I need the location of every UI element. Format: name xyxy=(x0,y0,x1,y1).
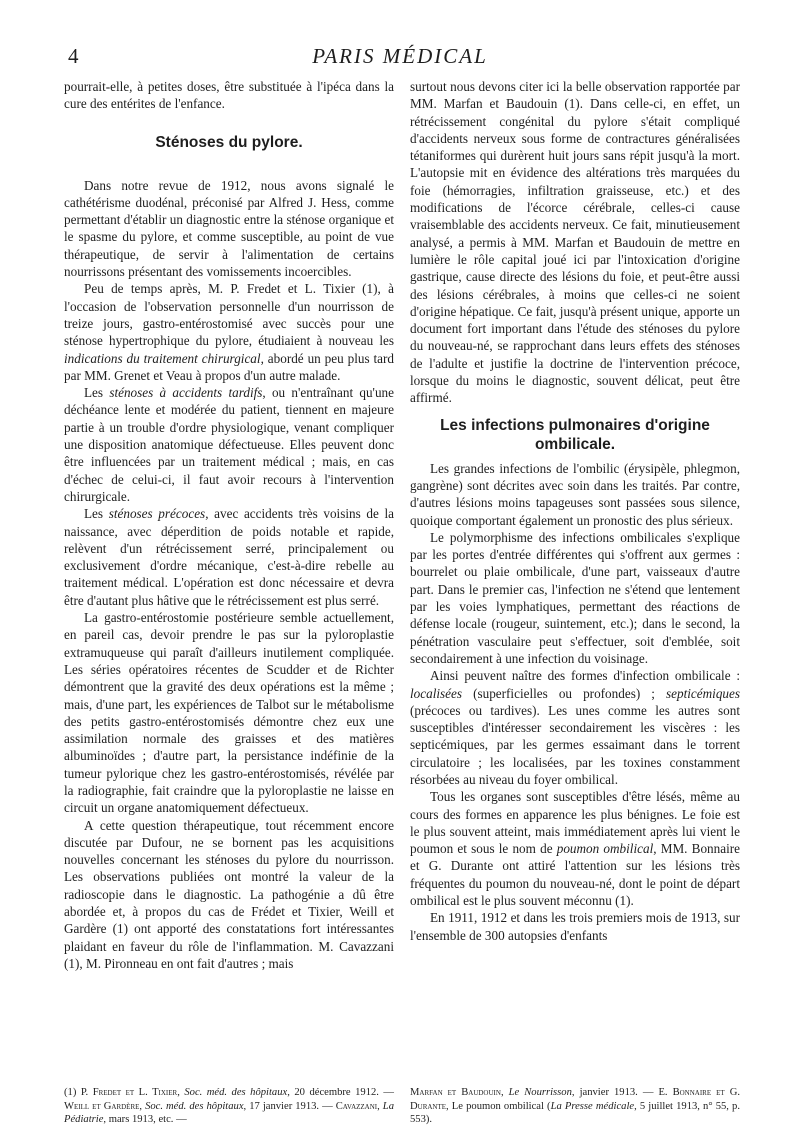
emphasis-text: sténoses à accidents tardifs xyxy=(109,385,263,401)
paragraph xyxy=(64,505,394,609)
text-run: , xyxy=(177,1087,185,1098)
paragraph: La gastro-entérostomie postérieure semble actuellement, en pareil cas, devoir prendre le pas sur la pyloroplastie extramuqueuse qui paraît d'ailleurs inutilement compliquée. Les séries opératoires récentes de Scudder et de Richter démontrent que la gravité des deux opérations est la même ; mais, d'une part, les expériences de Talbot sur le métabolisme des petits gastro-entérostomisés démontre chez eux une assimilation normale des graisses et des matières albuminoïdes ; d'autre part, la persistance indéfinie de la tumeur pylorique chez les gastro-entérostomisés, révélée par la radiographie, fait craindre que la pyloroplastie ne laisse en circuit un organe anatomiquement défectueux. xyxy=(64,610,394,816)
text-run: , Le poumon ombilical ( xyxy=(446,1100,551,1112)
right-column xyxy=(410,78,740,944)
paragraph: Les grandes infections de l'ombilic (érysipèle, phlegmon, gangrène) sont décrites avec soin dans les traités. Par contre, d'autres lésions moins tapageuses sont passées sous silence, quoique comportant également un pronostic des plus sérieux. xyxy=(410,460,740,528)
text-run: (1) xyxy=(64,1087,81,1098)
text-run: , avec accidents très voisins de la naissance, avec déperdition de poids notable et rapide, relèvent d'un rétrécissement serré, principalement ou exclusivement d'ordre mécanique, c'est-à-dire rebelle au traitement médical. L'opération est donc nécessaire et devra être d'autant plus hâtive que le rétrécissement est plus serré. xyxy=(64,506,395,608)
publication-name: La Pédiatrie xyxy=(64,1100,394,1125)
emphasis-text: indications du traitement chirurgical xyxy=(64,350,261,366)
text-run: (superficielles ou profondes) ; xyxy=(462,685,667,701)
section-heading-infections: Les infections pulmonaires d'origine ombilicale. xyxy=(440,416,710,453)
page-number: 4 xyxy=(68,44,79,68)
text-run: , ou n'entraînant qu'une déchéance lente et modérée du patient, tiennent en majeure partie à un trouble d'ordre physiologique, venant compliquer une disposition anatomique défectueuse. Elles peuvent donc être influencées par un traitement médical ; mais, en cas d'échec de celui-ci, il faut avoir recours à l'intervention chirurgicale. xyxy=(64,385,394,504)
paragraph xyxy=(410,667,740,788)
paragraph: surtout nous devons citer ici la belle observation rapportée par MM. Marfan et Baudouin (1). Dans celle-ci, en effet, un rétrécissement congénital du pylore s'était compliqué d'accidents nerveux sous forme de contractures généralisées tétaniformes qui durèrent huit jours sans répit jusqu'à la mort. L'autopsie mit en évidence des altérations très marquées du foie (hémorragies, infiltration graisseuse, etc.) et des modifications de l'écorce cérébrale, celles-ci cause vraisemblable des accidents nerveux. Ce fait, minutieusement analysé, a permis à MM. Marfan et Baudouin de mettre en lumière le rôle capital joué ici par l'intoxication d'origine gastrique, cause directe des lésions du foie, et peut-être aussi des lésions cérébrales, à moins que celles-ci ne soient d'origine hépatique. Ce fait, jusqu'à présent unique, apporte un document fort important dans l'étude des sténoses du pylore du nouveau-né, se rapprochant dans leurs effets des sténoses de l'adulte et justifie la doctrine de l'intervention précoce, lorsque du moins le diagnostic, souvent délicat, peut être affirmé. xyxy=(410,79,740,406)
text-run: , 20 décembre 1912. — xyxy=(287,1087,395,1098)
emphasis-text: poumon ombilical xyxy=(556,841,654,857)
footnote-right xyxy=(410,1086,740,1127)
paragraph: En 1911, 1912 et dans les trois premiers mois de 1913, sur l'ensemble de 300 autopsies d'enfants xyxy=(410,910,740,943)
paragraph: pourrait-elle, à petites doses, être substituée à l'ipéca dans la cure des entérites de l'enfance. xyxy=(64,79,394,112)
paragraph xyxy=(410,788,740,909)
publication-name: Soc. méd. des hôpitaux xyxy=(184,1087,288,1098)
footnote-text xyxy=(64,1086,394,1127)
text-run: , 17 janvier 1913. — xyxy=(243,1100,336,1112)
text-run: , xyxy=(500,1087,509,1098)
paragraph: Dans notre revue de 1912, nous avons signalé le cathétérisme duodénal, préconisé par Alfred J. Hess, comme permettant d'établir un diagnostic entre la sténose organique et le spasme du pylore, et comme susceptible, au point de vue thérapeutique, de servir à l'alimentation de certains nourrissons présentant des vomissements incoercibles. xyxy=(64,177,394,280)
text-run: , abordé un peu plus tard par MM. Grenet et Veau à propos d'un autre malade. xyxy=(64,350,394,383)
paragraph xyxy=(64,384,394,505)
text-run: , MM. Bonnaire et G. Durante ont attiré l'attention sur les lésions très fréquentes du poumon du nouveau-né, dont le point de départ ombilical est le plus souvent méconnu (1). xyxy=(410,841,740,909)
left-column xyxy=(64,78,394,972)
text-run: , xyxy=(139,1100,146,1112)
journal-title: PARIS MÉDICAL xyxy=(312,44,488,68)
text-run: , mars 1913, etc. — xyxy=(103,1114,187,1125)
footnote-text xyxy=(410,1086,740,1127)
paragraph xyxy=(64,280,394,384)
text-run: Les xyxy=(84,506,109,522)
emphasis-text: localisées xyxy=(410,685,463,701)
author-name: P. Fredet et L. Tixier xyxy=(80,1087,178,1098)
paragraph: Le polymorphisme des infections ombilicales s'explique par les portes d'entrée différentes qui s'offrent aux germes : bourrelet ou plaie ombilicale, d'une part, vaisseaux d'autre part. Dans le premier cas, l'infection ne s'étend que lentement par les voies lymphatiques, permettant des réactions de défense locale (rougeur, suintement, etc.); dans le second, la pénétration vasculaire peut s'effectuer, soit d'emblée, soit secondairement à une infection du voisinage. xyxy=(410,529,740,666)
text-run: , xyxy=(377,1100,383,1112)
text-run: , janvier 1913. — xyxy=(571,1087,659,1098)
text-run: Les xyxy=(84,385,110,401)
paragraph: A cette question thérapeutique, tout récemment encore discutée par Dufour, ne se bornent pas les acquisitions nouvelles concernant les sténoses du pylore du nourrisson. Les observations publiées ont montré la valeur de la radioscopie dans le diagnostic. La pathogénie a dû être abordée et, à propos du cas de Frédet et Tixier, Weill et Gardère (1) ont apporté des constatations fort intéressantes plaidant en faveur du rôle de l'inflammation. M. Cavazzani (1), M. Pironneau en ont fait d'autres ; mais xyxy=(64,817,394,971)
text-run: , 5 juillet 1913, n° 55, p. 553). xyxy=(410,1100,741,1125)
section-heading-pylore: Sténoses du pylore. xyxy=(155,133,303,151)
publication-name: Soc. méd. des hôpitaux xyxy=(145,1100,244,1112)
text-run: Tous les organes sont susceptibles d'être lésés, même au cours des formes en apparence les plus bénignes. Le foie est le plus souvent atteint, mais immédiatement après lui vient le poumon et sous le nom de xyxy=(410,789,740,857)
author-name: Cavazzani xyxy=(335,1100,378,1112)
publication-name: La Presse médicale xyxy=(550,1100,635,1112)
author-name: E. Bonnaire et G. Durante xyxy=(410,1087,740,1112)
publication-name: Le Nourrisson xyxy=(508,1087,572,1098)
text-run: Ainsi peuvent naître des formes d'infection ombilicale : xyxy=(430,668,740,684)
author-name: Marfan et Baudouin xyxy=(410,1087,501,1098)
author-name: Weill et Gardère xyxy=(64,1100,140,1112)
emphasis-text: sténoses précoces xyxy=(108,506,206,522)
footnote-left xyxy=(64,1086,394,1127)
page-header xyxy=(60,44,740,74)
text-run: (précoces ou tardives). Les unes comme les autres sont susceptibles d'intéresser secondairement les viscères : les septicémiques, par les germes essaimant dans le torrent circulatoire ; les localisées, par les toxines constamment résorbées au niveau du foyer ombilical. xyxy=(410,702,740,787)
text-run: Peu de temps après, M. P. Fredet et L. Tixier (1), à l'occasion de l'observation personnelle d'un nourrisson de treize jours, gastro-entérostomisé avec succès pour une sténose hypertrophique du pylore, étudiaient à nouveau les xyxy=(64,281,394,349)
emphasis-text: septicémiques xyxy=(666,685,740,701)
